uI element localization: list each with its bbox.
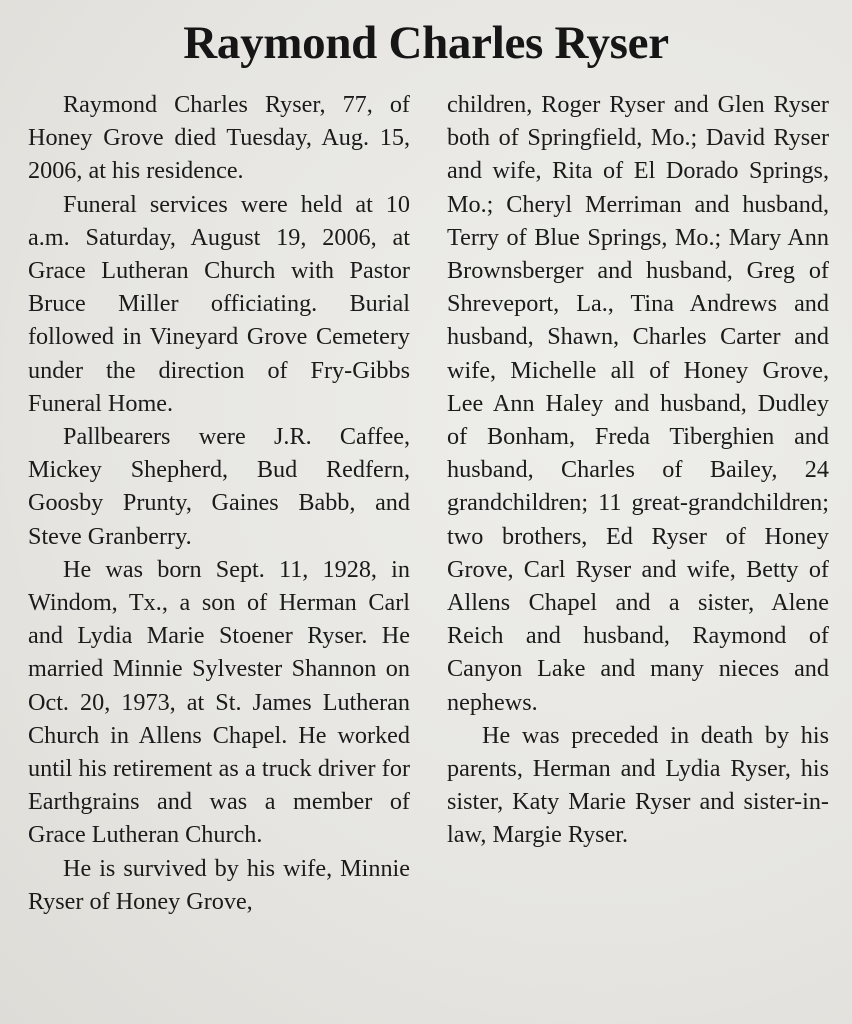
left-column — [28, 88, 410, 918]
paragraph-pallbearers: Pallbearers were J.R. Caffee, Mickey Shepherd, Bud Redfern, Goosby Prunty, Gaines Babb, and Steve Granberry. — [28, 423, 410, 550]
paragraph-biography: He was born Sept. 11, 1928, in Windom, Tx., a son of Herman Carl and Lydia Marie Stoener Ryser. He married Minnie Sylvester Shannon on Oct. 20, 1973, at St. James Lutheran Church in Allens Chapel. He worked until his retirement as a truck driver for Earthgrains and was a member of Grace Lutheran Church. — [28, 555, 410, 849]
paragraph-survivors-start: He is survived by his wife, Minnie Ryser of Honey Grove, — [28, 854, 410, 915]
obituary-headline: Raymond Charles Ryser — [183, 17, 669, 69]
paragraph-funeral-services: Funeral services were held at 10 a.m. Saturday, August 19, 2006, at Grace Lutheran Church with Pastor Bruce Miller officiating. Burial followed in Vineyard Grove Cemetery under the direction of Fry-Gibbs Funeral Home. — [28, 190, 410, 417]
paragraph-death-notice: Raymond Charles Ryser, 77, of Honey Grove died Tuesday, Aug. 15, 2006, at his residence. — [28, 91, 410, 185]
right-column — [447, 88, 829, 852]
paragraph-survivors-continued: children, Roger Ryser and Glen Ryser both of Springfield, Mo.; David Ryser and wife, Rita of El Dorado Springs, Mo.; Cheryl Merriman and husband, Terry of Blue Springs, Mo.; Mary Ann Brownsberger and husband, Greg of Shreveport, La., Tina Andrews and husband, Shawn, Charles Carter and wife, Michelle all of Honey Grove, Lee Ann Haley and husband, Dudley of Bonham, Freda Tiberghien and husband, Charles of Bailey, 24 grandchildren; 11 great-grandchildren; two brothers, Ed Ryser of Honey Grove, Carl Ryser and wife, Betty of Allens Chapel and a sister, Alene Reich and husband, Raymond of Canyon Lake and many nieces and nephews. — [447, 91, 829, 716]
paragraph-preceded-in-death: He was preceded in death by his parents, Herman and Lydia Ryser, his sister, Katy Marie Ryser and sister-in-law, Margie Ryser. — [447, 721, 829, 849]
